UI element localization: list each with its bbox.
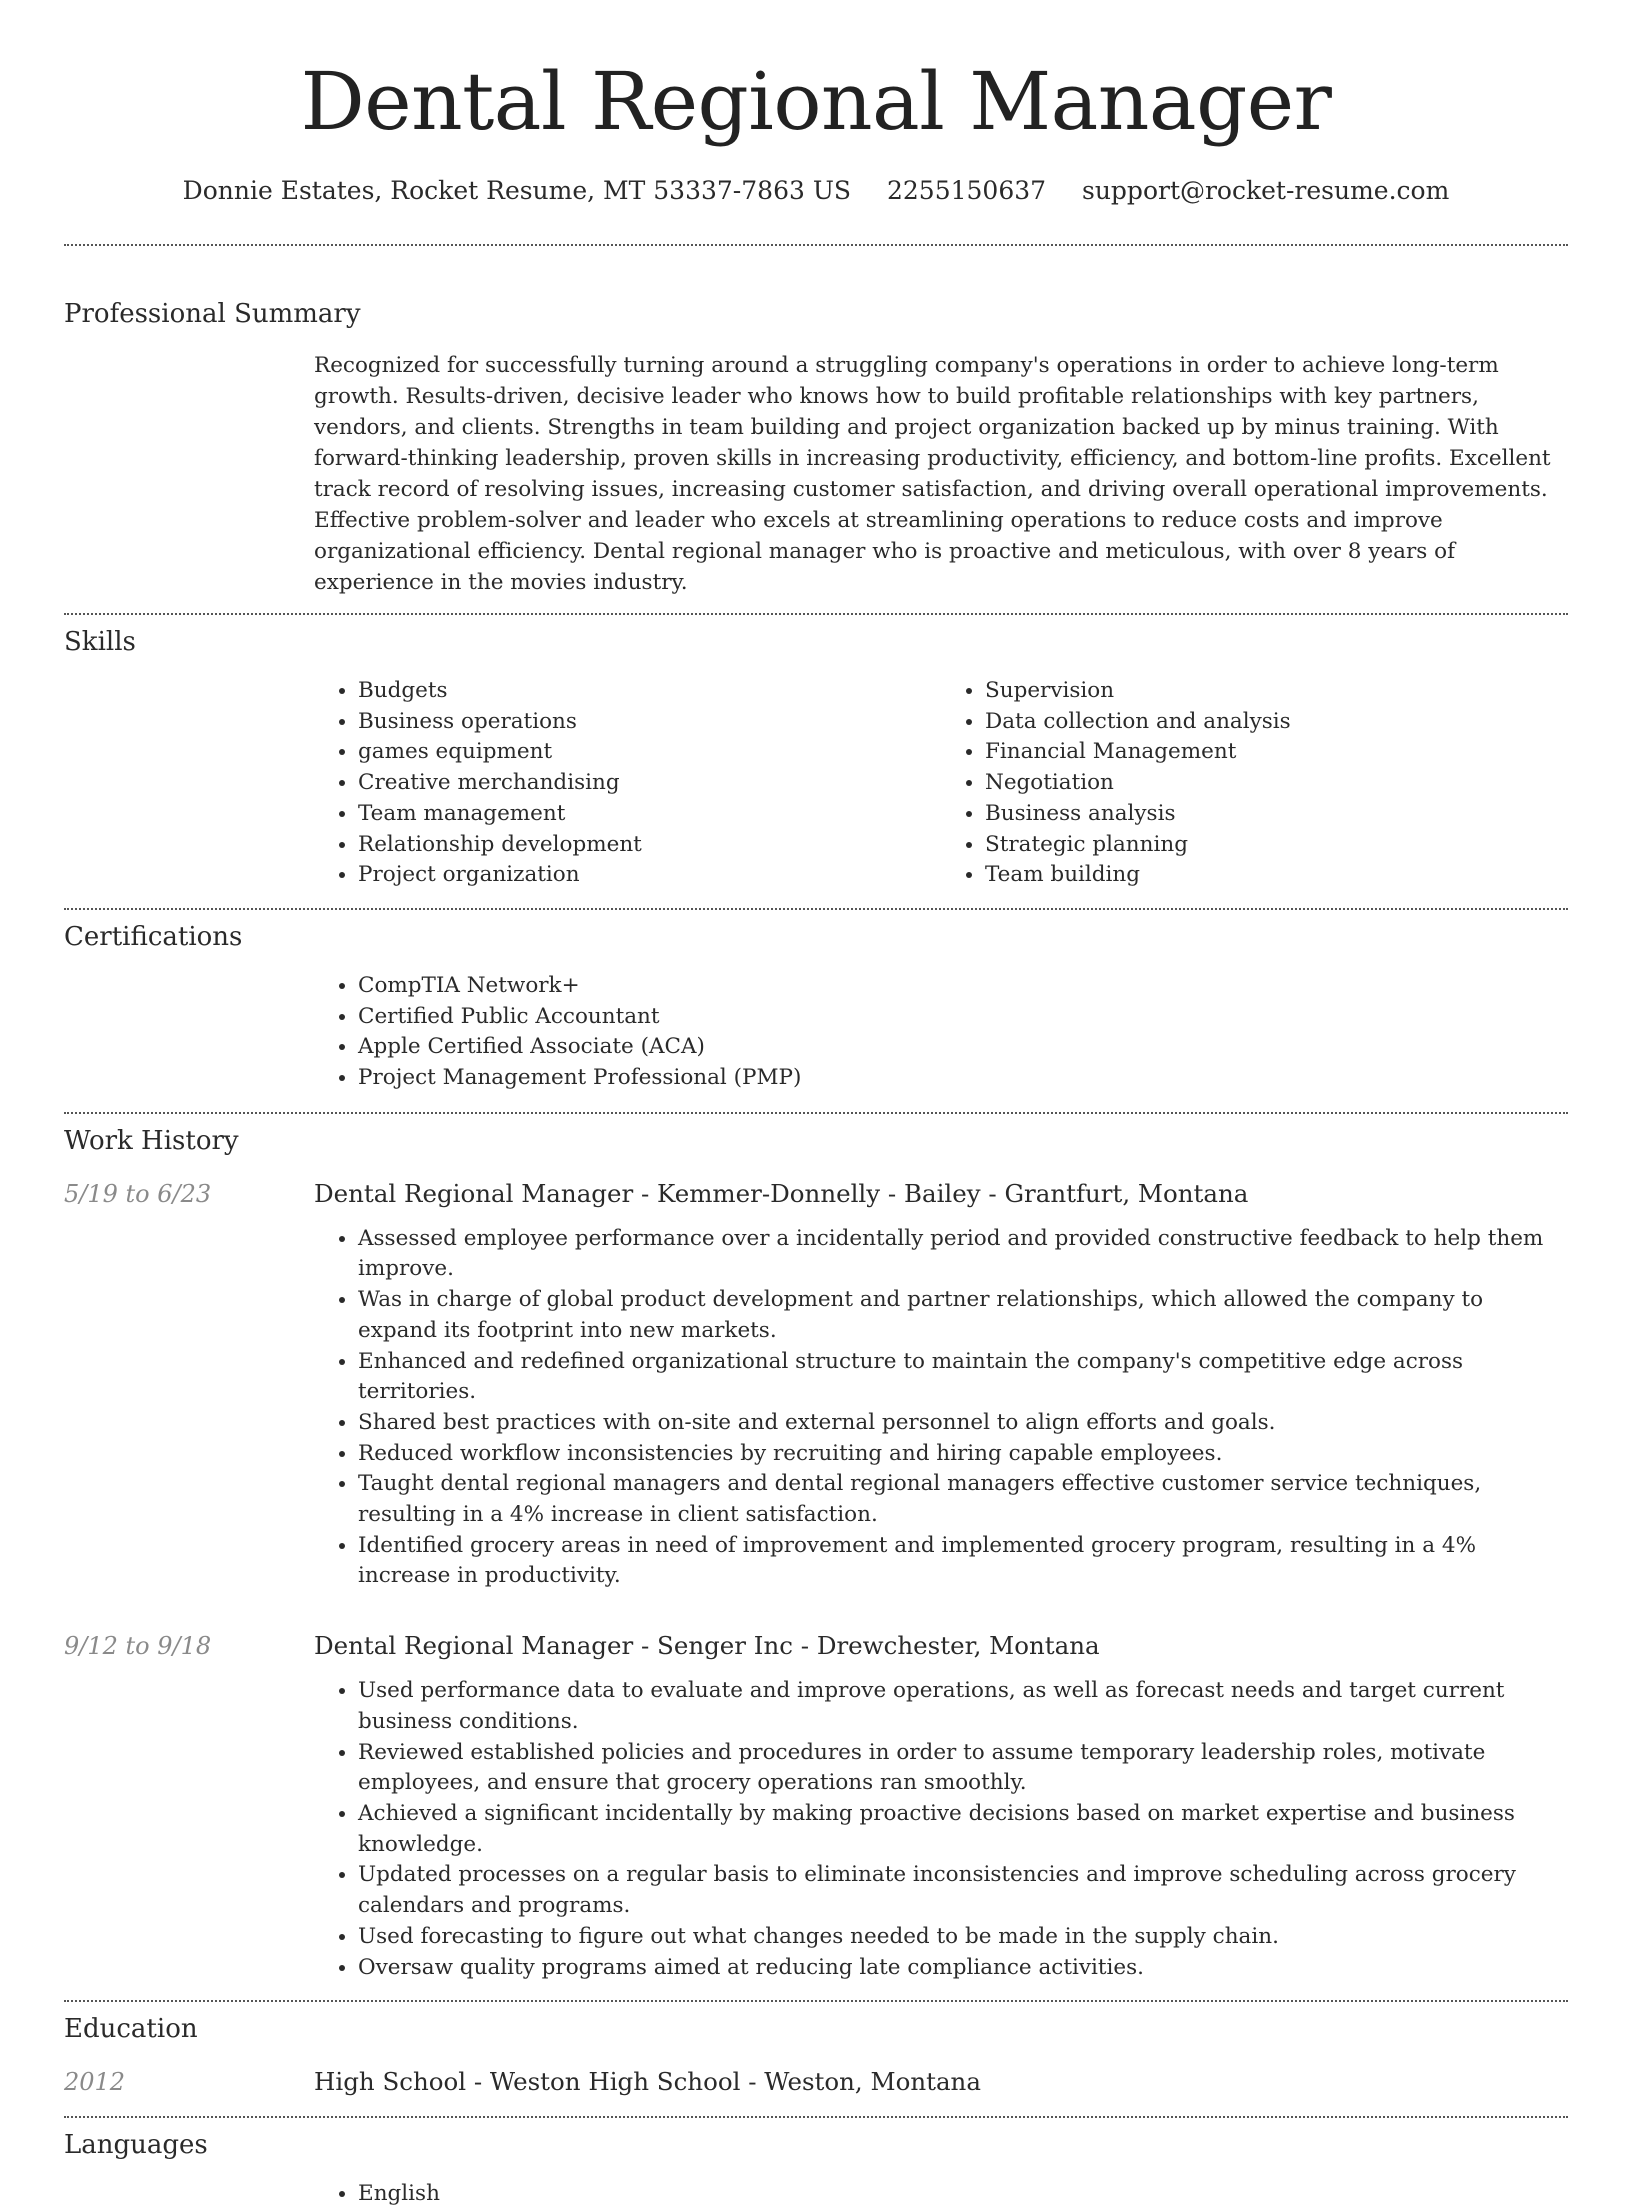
languages-list bbox=[314, 2179, 1568, 2210]
job-bullet: • Achieved a significant incidentally by making proactive decisions based on market expertise and business knowledge. bbox=[358, 1799, 1568, 1860]
skill-item: • Business operations bbox=[358, 707, 941, 738]
skills-list-right bbox=[941, 676, 1568, 891]
language-item: • English bbox=[358, 2179, 1568, 2210]
job-bullet: • Reviewed established policies and procedures in order to assume temporary leadership roles, motivate employees, and ensure that grocery operations ran smoothly. bbox=[358, 1738, 1568, 1799]
skill-item: • Budgets bbox=[358, 676, 941, 707]
skill-item: • Negotiation bbox=[985, 768, 1568, 799]
job-bullet: • Was in charge of global product development and partner relationships, which allowed the company to expand its footprint into new markets. bbox=[358, 1285, 1568, 1346]
certification-item: • CompTIA Network+ bbox=[358, 971, 1568, 1002]
languages-heading: Languages bbox=[64, 2130, 208, 2161]
certifications-list bbox=[314, 971, 1568, 1094]
skill-item: • Business analysis bbox=[985, 799, 1568, 830]
job-bullet: • Reduced workflow inconsistencies by recruiting and hiring capable employees. bbox=[358, 1439, 1568, 1470]
skill-item: • Creative merchandising bbox=[358, 768, 941, 799]
languages-section bbox=[64, 2118, 1568, 2210]
job-bullet: • Enhanced and redefined organizational structure to maintain the company's competitive edge across territories. bbox=[358, 1347, 1568, 1408]
summary-heading: Professional Summary bbox=[64, 299, 361, 329]
job-bullet: • Used forecasting to figure out what changes needed to be made in the supply chain. bbox=[358, 1922, 1568, 1953]
job-bullet: • Identified grocery areas in need of improvement and implemented grocery program, resulting in a 4% increase in productivity. bbox=[358, 1531, 1568, 1592]
job-bullet: • Assessed employee performance over a incidentally period and provided constructive feedback to help them improve. bbox=[358, 1224, 1568, 1285]
certification-item: • Apple Certified Associate (ACA) bbox=[358, 1032, 1568, 1063]
education-entry: High School - Weston High School - Weston, Montana bbox=[314, 2067, 981, 2097]
resume-title: Dental Regional Manager bbox=[300, 55, 1332, 148]
job-entry bbox=[64, 1178, 1568, 1592]
skill-item: • Project organization bbox=[358, 860, 941, 891]
certifications-heading: Certifications bbox=[64, 921, 243, 952]
job-bullet: • Used performance data to evaluate and improve operations, as well as forecast needs and target current business conditions. bbox=[358, 1676, 1568, 1737]
skill-item: • games equipment bbox=[358, 737, 941, 768]
work-history-heading: Work History bbox=[64, 1125, 239, 1156]
certification-item: • Project Management Professional (PMP) bbox=[358, 1063, 1568, 1094]
job-heading: Dental Regional Manager - Senger Inc - Drewchester, Montana bbox=[314, 1631, 1100, 1661]
contact-phone: 2255150637 bbox=[886, 176, 1047, 205]
skills-heading: Skills bbox=[64, 627, 136, 657]
job-entry bbox=[64, 1630, 1568, 2000]
job-bullet: • Taught dental regional managers and dental regional managers effective customer service techniques, resulting in a 4% increase in client satisfaction. bbox=[358, 1469, 1568, 1530]
work-history-section bbox=[64, 1114, 1568, 2000]
contact-address: Donnie Estates, Rocket Resume, MT 53337-7863 US bbox=[182, 176, 852, 205]
skill-item: • Supervision bbox=[985, 676, 1568, 707]
job-heading: Dental Regional Manager - Kemmer-Donnelly - Bailey - Grantfurt, Montana bbox=[314, 1178, 1249, 1208]
job-bullet: • Oversaw quality programs aimed at reducing late compliance activities. bbox=[358, 1953, 1568, 1984]
job-bullet: • Updated processes on a regular basis to eliminate inconsistencies and improve scheduling across grocery calendars and programs. bbox=[358, 1860, 1568, 1921]
skill-item: • Financial Management bbox=[985, 737, 1568, 768]
contact-line bbox=[64, 174, 1568, 208]
education-section bbox=[64, 2002, 1568, 2116]
skill-item: • Strategic planning bbox=[985, 830, 1568, 861]
skill-item: • Relationship development bbox=[358, 830, 941, 861]
skill-item: • Team management bbox=[358, 799, 941, 830]
education-heading: Education bbox=[64, 2014, 198, 2045]
job-bullets bbox=[314, 1676, 1568, 1983]
certification-item: • Certified Public Accountant bbox=[358, 1002, 1568, 1033]
education-date: 2012 bbox=[64, 2068, 126, 2097]
certifications-section bbox=[64, 910, 1568, 1112]
job-bullets bbox=[314, 1224, 1568, 1592]
job-dates: 5/19 to 6/23 bbox=[64, 1179, 212, 1208]
skill-item: • Team building bbox=[985, 860, 1568, 891]
summary-text: Recognized for successfully turning around a struggling company's operations in order to achieve long-term growth. Results-driven, decisive leader who knows how to build profitable relationships with key partners, vendors, and clients. Strengths in team building and project organization backed up by minus training. With forward-thinking leadership, proven skills in increasing productivity, efficiency, and bottom-line profits. Excellent track record of resolving issues, increasing customer satisfaction, and driving overall operational improvements. Effective problem-solver and leader who excels at streamlining operations to reduce costs and improve organizational efficiency. Dental regional manager who is proactive and meticulous, with over 8 years of experience in the movies industry. bbox=[314, 353, 1551, 595]
resume-page bbox=[64, 0, 1568, 2210]
summary-section bbox=[64, 246, 1568, 613]
skills-section bbox=[64, 615, 1568, 908]
job-bullet: • Shared best practices with on-site and external personnel to align efforts and goals. bbox=[358, 1408, 1568, 1439]
job-dates: 9/12 to 9/18 bbox=[64, 1632, 212, 1661]
skill-item: • Data collection and analysis bbox=[985, 707, 1568, 738]
contact-email: support@rocket-resume.com bbox=[1082, 176, 1450, 205]
skills-list-left bbox=[314, 676, 941, 891]
